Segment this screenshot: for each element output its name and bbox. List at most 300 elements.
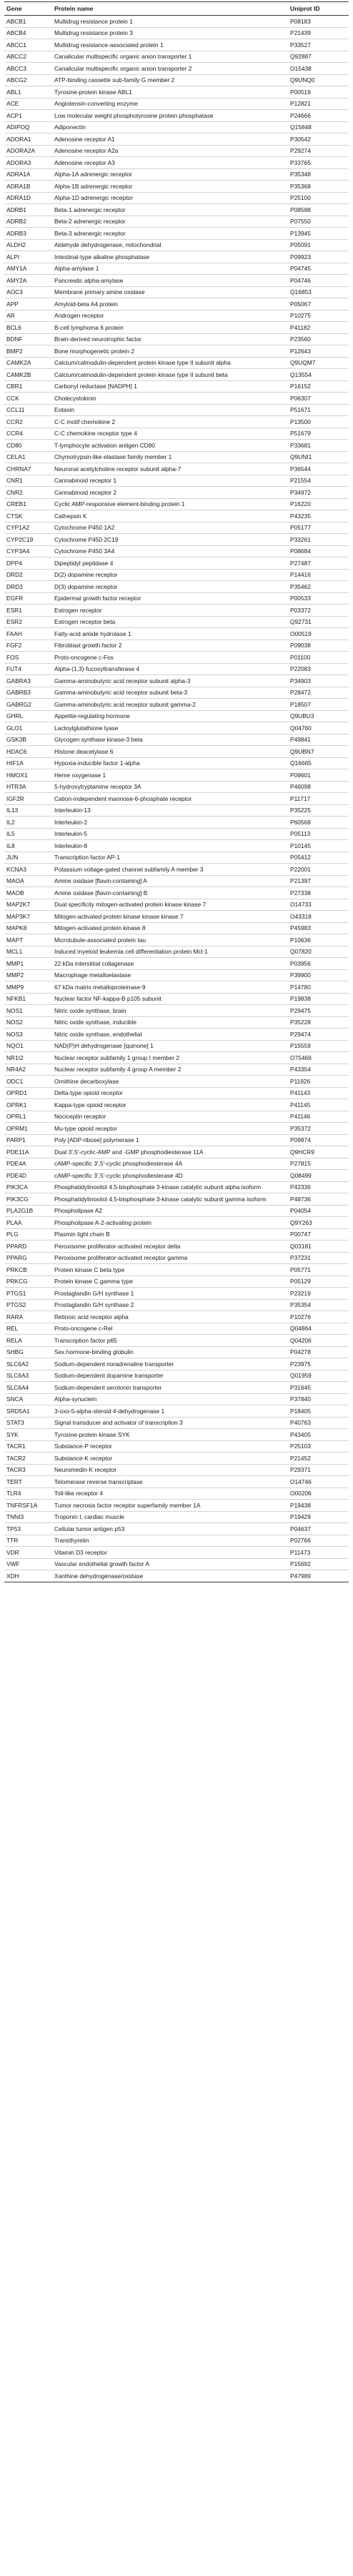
table-row (4, 475, 349, 487)
table-row (4, 1087, 349, 1099)
gene-cell: EGFR (4, 592, 52, 605)
uniprot-id-cell: Q16665 (288, 757, 349, 769)
table-row (4, 16, 349, 28)
protein-name-cell: Tumor necrosis factor receptor superfamily member 1A (52, 1500, 288, 1512)
table-row (4, 1487, 349, 1500)
uniprot-id-cell: P28472 (288, 687, 349, 699)
protein-name-cell: Bone morphogenetic protein 2 (52, 345, 288, 358)
gene-cell: ADIPOQ (4, 121, 52, 133)
gene-cell: SLC6A3 (4, 1370, 52, 1382)
protein-name-cell: Intestinal-type alkaline phosphatase (52, 251, 288, 263)
protein-name-cell: Cation-independent mannose-6-phosphate receptor (52, 793, 288, 805)
protein-name-cell: Cellular tumor antigen p53 (52, 1523, 288, 1535)
protein-name-cell: Proto-oncogene c-Rel (52, 1323, 288, 1335)
protein-name-cell: Toll-like receptor 4 (52, 1487, 288, 1500)
uniprot-id-cell: Q04864 (288, 1323, 349, 1335)
uniprot-id-cell: P16152 (288, 380, 349, 393)
protein-name-cell: Sodium-dependent serotonin transporter (52, 1382, 288, 1394)
protein-name-cell: Transcription factor AP-1 (52, 852, 288, 864)
uniprot-id-cell: Q01959 (288, 1370, 349, 1382)
table-row (4, 1040, 349, 1052)
protein-name-cell: Peroxisome proliferator-activated receptor delta (52, 1241, 288, 1253)
uniprot-id-cell: O00206 (288, 1487, 349, 1500)
table-row (4, 1440, 349, 1453)
uniprot-id-cell: P04278 (288, 1346, 349, 1358)
table-row (4, 663, 349, 675)
uniprot-id-cell: Q04760 (288, 722, 349, 734)
uniprot-id-cell: P23219 (288, 1288, 349, 1300)
uniprot-id-cell: Q08499 (288, 1170, 349, 1182)
gene-cell: DPP4 (4, 557, 52, 570)
table-row (4, 310, 349, 322)
gene-cell: CD80 (4, 440, 52, 452)
gene-cell: REL (4, 1323, 52, 1335)
gene-cell: VWF (4, 1558, 52, 1570)
uniprot-id-cell: P27487 (288, 557, 349, 570)
gene-cell: SNCA (4, 1393, 52, 1405)
uniprot-id-cell: P11926 (288, 1076, 349, 1088)
protein-name-cell: 5-hydroxytryptamine receptor 3A (52, 781, 288, 793)
gene-cell: ADORA1 (4, 133, 52, 146)
protein-name-cell: Adenosine receptor A2a (52, 145, 288, 157)
gene-cell: CHRNA7 (4, 463, 52, 475)
gene-cell: CCK (4, 393, 52, 405)
table-row (4, 958, 349, 970)
protein-name-cell: 22 kDa interstitial collagenase (52, 958, 288, 970)
protein-name-cell: Ornithine decarboxylase (52, 1076, 288, 1088)
table-row (4, 1405, 349, 1418)
protein-name-cell: Membrane primary amine oxidase (52, 286, 288, 298)
protein-name-cell: Appetite-regulating hormone (52, 710, 288, 722)
protein-name-cell: ATP-binding cassette sub-family G member 2 (52, 74, 288, 86)
uniprot-id-cell: P12821 (288, 98, 349, 110)
protein-name-cell: Alpha-1D adrenergic receptor (52, 192, 288, 204)
table-row (4, 1193, 349, 1206)
protein-name-cell: Tyrosine-protein kinase ABL1 (52, 86, 288, 99)
uniprot-id-cell: P40763 (288, 1417, 349, 1429)
protein-name-cell: Nitric oxide synthase, endothelial (52, 1029, 288, 1041)
protein-name-cell: Gamma-aminobutyric acid receptor subunit alpha-3 (52, 675, 288, 687)
gene-cell: SRD5A1 (4, 1405, 52, 1418)
protein-name-cell: Adiponectin (52, 121, 288, 133)
gene-cell: MMP1 (4, 958, 52, 970)
table-row (4, 463, 349, 475)
gene-cell: ADRA1B (4, 181, 52, 193)
gene-cell: ALPI (4, 251, 52, 263)
table-row (4, 121, 349, 133)
table-row (4, 1217, 349, 1229)
protein-name-cell: Glycogen synthase kinase-3 beta (52, 734, 288, 746)
uniprot-id-cell: Q13554 (288, 369, 349, 381)
uniprot-id-cell: P23975 (288, 1358, 349, 1370)
gene-cell: KCNA3 (4, 864, 52, 876)
table-row (4, 404, 349, 416)
protein-name-cell: Phosphatidylinositol 4,5-bisphosphate 3-kinase catalytic subunit alpha isoform (52, 1181, 288, 1193)
uniprot-id-cell: P25103 (288, 1440, 349, 1453)
table-row (4, 204, 349, 216)
uniprot-id-cell: P33681 (288, 440, 349, 452)
table-row (4, 286, 349, 298)
gene-cell: TNFRSF1A (4, 1500, 52, 1512)
table-row (4, 1276, 349, 1288)
uniprot-id-cell: P33261 (288, 534, 349, 546)
gene-cell: OPRL1 (4, 1111, 52, 1123)
table-row (4, 1181, 349, 1193)
gene-cell: TP53 (4, 1523, 52, 1535)
gene-cell: TTR (4, 1535, 52, 1547)
protein-name-cell: Histone deacetylase 6 (52, 746, 288, 758)
table-row (4, 934, 349, 946)
protein-name-cell: Amine oxidase [flavin-containing] B (52, 887, 288, 899)
table-row (4, 522, 349, 534)
protein-name-cell: Alpha-1A adrenergic receptor (52, 168, 288, 181)
uniprot-id-cell: O00519 (288, 628, 349, 640)
protein-name-cell: 3-oxo-5-alpha-steroid 4-dehydrogenase 1 (52, 1405, 288, 1418)
table-row (4, 181, 349, 193)
protein-name-cell: Interleukin-5 (52, 828, 288, 840)
uniprot-id-cell: P11473 (288, 1547, 349, 1559)
table-row (4, 592, 349, 605)
protein-name-cell: Substance-K receptor (52, 1453, 288, 1465)
protein-name-cell: Alpha-1B adrenergic receptor (52, 181, 288, 193)
protein-name-cell: Interleukin-2 (52, 817, 288, 829)
table-row (4, 922, 349, 934)
table-row (4, 369, 349, 381)
table-row (4, 581, 349, 593)
table-row (4, 322, 349, 334)
protein-name-cell: Gamma-aminobutyric acid receptor subunit gamma-2 (52, 699, 288, 711)
gene-cell: ABCG2 (4, 74, 52, 86)
uniprot-id-cell: P23560 (288, 333, 349, 345)
gene-cell: IL5 (4, 828, 52, 840)
uniprot-id-cell: P29475 (288, 1005, 349, 1017)
protein-name-cell: Cannabinoid receptor 1 (52, 475, 288, 487)
gene-cell: ACE (4, 98, 52, 110)
protein-name-cell: Neuromedin-K receptor (52, 1464, 288, 1476)
protein-name-cell: Adenosine receptor A1 (52, 133, 288, 146)
table-row (4, 168, 349, 181)
protein-name-cell: Nuclear receptor subfamily 1 group I member 2 (52, 1052, 288, 1064)
protein-name-cell: Transcription factor p65 (52, 1335, 288, 1347)
table-row (4, 1134, 349, 1146)
protein-name-cell: Poly [ADP-ribose] polymerase 1 (52, 1134, 288, 1146)
protein-name-cell: Kappa-type opioid receptor (52, 1099, 288, 1111)
gene-cell: GSK3B (4, 734, 52, 746)
uniprot-id-cell: P10275 (288, 310, 349, 322)
protein-name-cell: C-C chemokine receptor type 4 (52, 428, 288, 440)
protein-name-cell: cAMP-specific 3',5'-cyclic phosphodiesterase 4A (52, 1158, 288, 1170)
table-row (4, 416, 349, 428)
gene-cell: BDNF (4, 333, 52, 345)
uniprot-id-cell: P11717 (288, 793, 349, 805)
protein-name-cell: Cytochrome P450 1A2 (52, 522, 288, 534)
table-header (4, 2, 349, 16)
gene-cell: CCR2 (4, 416, 52, 428)
table-row (4, 946, 349, 958)
protein-name-cell: Lactoylglutathione lyase (52, 722, 288, 734)
uniprot-id-cell: P21554 (288, 475, 349, 487)
uniprot-id-cell: P18507 (288, 699, 349, 711)
uniprot-id-cell: P05412 (288, 852, 349, 864)
table-row (4, 1417, 349, 1429)
gene-cell: FAAH (4, 628, 52, 640)
table-row (4, 687, 349, 699)
gene-cell: AR (4, 310, 52, 322)
table-row (4, 440, 349, 452)
protein-name-cell: Carbonyl reductase [NADPH] 1 (52, 380, 288, 393)
table-row (4, 1288, 349, 1300)
uniprot-id-cell: P42336 (288, 1181, 349, 1193)
protein-name-cell: Cytochrome P450 3A4 (52, 545, 288, 557)
protein-name-cell: Androgen receptor (52, 310, 288, 322)
gene-cell: NOS3 (4, 1029, 52, 1041)
gene-cell: ALDH2 (4, 239, 52, 251)
uniprot-id-cell: Q92731 (288, 616, 349, 628)
table-row (4, 357, 349, 369)
table-row (4, 192, 349, 204)
table-row (4, 145, 349, 157)
uniprot-id-cell: P08684 (288, 545, 349, 557)
gene-cell: OPRM1 (4, 1123, 52, 1135)
gene-cell: STAT3 (4, 1417, 52, 1429)
uniprot-id-cell: P51679 (288, 428, 349, 440)
gene-cell: NR4A2 (4, 1064, 52, 1076)
table-row (4, 27, 349, 39)
uniprot-id-cell: Q92887 (288, 51, 349, 63)
uniprot-id-cell: P13945 (288, 228, 349, 240)
uniprot-id-cell: O15438 (288, 63, 349, 75)
uniprot-id-cell: P43235 (288, 510, 349, 522)
uniprot-id-cell: P35372 (288, 1123, 349, 1135)
table-row (4, 1099, 349, 1111)
uniprot-id-cell: P51671 (288, 404, 349, 416)
protein-name-cell: Xanthine dehydrogenase/oxidase (52, 1570, 288, 1582)
protein-name-cell: Pancreatic alpha-amylase (52, 275, 288, 287)
uniprot-id-cell: P29371 (288, 1464, 349, 1476)
table-row (4, 498, 349, 510)
uniprot-id-cell: P13500 (288, 416, 349, 428)
table-row (4, 1170, 349, 1182)
uniprot-id-cell: P27815 (288, 1158, 349, 1170)
uniprot-id-cell: P03372 (288, 605, 349, 617)
uniprot-id-cell: P05129 (288, 1276, 349, 1288)
table-row (4, 228, 349, 240)
protein-name-cell: D(3) dopamine receptor (52, 581, 288, 593)
gene-cell: ABCC1 (4, 39, 52, 51)
uniprot-id-cell: P45983 (288, 922, 349, 934)
protein-name-cell: 67 kDa matrix metalloproteinase-9 (52, 981, 288, 994)
table-row (4, 1228, 349, 1241)
gene-cell: PDE4A (4, 1158, 52, 1170)
gene-cell: PLAA (4, 1217, 52, 1229)
protein-name-cell: Plasmin light chain B (52, 1228, 288, 1241)
uniprot-id-cell: P43354 (288, 1064, 349, 1076)
table-row (4, 1323, 349, 1335)
gene-cell: PIK3CA (4, 1181, 52, 1193)
uniprot-id-cell: Q9HCR9 (288, 1146, 349, 1158)
uniprot-id-cell: P09874 (288, 1134, 349, 1146)
uniprot-id-cell: P35228 (288, 1016, 349, 1029)
protein-name-cell: Transthyretin (52, 1535, 288, 1547)
gene-cell: TLR4 (4, 1487, 52, 1500)
protein-name-cell: Calcium/calmodulin-dependent protein kinase type II subunit beta (52, 369, 288, 381)
table-row (4, 1464, 349, 1476)
gene-cell: TACR3 (4, 1464, 52, 1476)
table-row (4, 298, 349, 310)
protein-name-cell: C-C motif chemokine 2 (52, 416, 288, 428)
protein-name-cell: Phosphatidylinositol 4,5-bisphosphate 3-kinase catalytic subunit gamma isoform (52, 1193, 288, 1206)
protein-name-cell: Calcium/calmodulin-dependent protein kinase type II subunit alpha (52, 357, 288, 369)
gene-cell: NFKB1 (4, 993, 52, 1005)
table-row (4, 1076, 349, 1088)
protein-name-cell: NAD(P)H dehydrogenase [quinone] 1 (52, 1040, 288, 1052)
uniprot-id-cell: P39900 (288, 969, 349, 981)
protein-name-cell: Interleukin-8 (52, 840, 288, 852)
protein-name-cell: Amyloid-beta A4 protein (52, 298, 288, 310)
protein-name-cell: D(2) dopamine receptor (52, 569, 288, 581)
table-row (4, 793, 349, 805)
protein-name-cell: Substance-P receptor (52, 1440, 288, 1453)
table-row (4, 993, 349, 1005)
uniprot-id-cell: P14416 (288, 569, 349, 581)
table-row (4, 510, 349, 522)
gene-cell: ESR2 (4, 616, 52, 628)
table-row (4, 852, 349, 864)
table-row (4, 616, 349, 628)
gene-cell: FOS (4, 652, 52, 664)
uniprot-id-cell: P25100 (288, 192, 349, 204)
table-row (4, 1241, 349, 1253)
gene-cell: IL8 (4, 840, 52, 852)
uniprot-id-cell: P22083 (288, 663, 349, 675)
table-row (4, 1311, 349, 1323)
gene-cell: ADRB1 (4, 204, 52, 216)
gene-cell: CNR1 (4, 475, 52, 487)
uniprot-id-cell: P00747 (288, 1228, 349, 1241)
gene-cell: MAOA (4, 875, 52, 887)
protein-name-cell: Vitamin D3 receptor (52, 1547, 288, 1559)
gene-cell: HTR3A (4, 781, 52, 793)
gene-cell: MMP9 (4, 981, 52, 994)
gene-cell: GABRB3 (4, 687, 52, 699)
protein-name-cell: Nitric oxide synthase, inducible (52, 1016, 288, 1029)
gene-cell: CNR2 (4, 487, 52, 499)
table-row (4, 817, 349, 829)
protein-name-cell: Fatty-acid amide hydrolase 1 (52, 628, 288, 640)
table-row (4, 1346, 349, 1358)
gene-cell: ABCB4 (4, 27, 52, 39)
table-row (4, 911, 349, 923)
uniprot-id-cell: Q07820 (288, 946, 349, 958)
gene-cell: PDE4D (4, 1170, 52, 1182)
uniprot-id-cell: P33527 (288, 39, 349, 51)
table-row (4, 1500, 349, 1512)
protein-name-cell: B-cell lymphoma 6 protein (52, 322, 288, 334)
table-row (4, 699, 349, 711)
uniprot-id-cell: P48736 (288, 1193, 349, 1206)
protein-name-cell: Sodium-dependent noradrenaline transporter (52, 1358, 288, 1370)
gene-cell: IL13 (4, 804, 52, 817)
table-row (4, 722, 349, 734)
gene-cell: DRD3 (4, 581, 52, 593)
protein-name-cell: Nuclear factor NF-kappa-B p105 subunit (52, 993, 288, 1005)
uniprot-id-cell: Q9UNQ0 (288, 74, 349, 86)
gene-cell: CREB1 (4, 498, 52, 510)
protein-name-cell: Alpha-synuclein (52, 1393, 288, 1405)
protein-name-cell: Multidrug resistance-associated protein 1 (52, 39, 288, 51)
uniprot-id-cell: P05067 (288, 298, 349, 310)
gene-cell: CCR4 (4, 428, 52, 440)
uniprot-id-cell: O43318 (288, 911, 349, 923)
table-row (4, 1335, 349, 1347)
table-row (4, 1511, 349, 1523)
gene-cell: GHRL (4, 710, 52, 722)
uniprot-id-cell: P08183 (288, 16, 349, 28)
protein-name-cell: Microtubule-associated protein tau (52, 934, 288, 946)
gene-cell: DRD2 (4, 569, 52, 581)
gene-cell: ABCC3 (4, 63, 52, 75)
table-row (4, 1429, 349, 1441)
gene-cell: ADORA2A (4, 145, 52, 157)
table-row (4, 1382, 349, 1394)
uniprot-id-cell: P05771 (288, 1264, 349, 1276)
gene-cell: CYP3A4 (4, 545, 52, 557)
header-uniprot-id: Uniprot ID (288, 2, 349, 16)
protein-name-cell: Cyclic AMP-responsive element-binding protein 1 (52, 498, 288, 510)
table-row (4, 133, 349, 146)
gene-cell: PRKCG (4, 1276, 52, 1288)
table-row (4, 710, 349, 722)
protein-name-cell: Potassium voltage-gated channel subfamily A member 3 (52, 864, 288, 876)
gene-cell: ADRB3 (4, 228, 52, 240)
gene-cell: GLO1 (4, 722, 52, 734)
table-row (4, 781, 349, 793)
table-row (4, 157, 349, 169)
gene-cell: RELA (4, 1335, 52, 1347)
protein-name-cell: Mitogen-activated protein kinase kinase kinase 7 (52, 911, 288, 923)
uniprot-id-cell: P04745 (288, 263, 349, 275)
table-row (4, 1299, 349, 1311)
protein-name-cell: Troponin I, cardiac muscle (52, 1511, 288, 1523)
table-body (4, 16, 349, 1582)
protein-name-cell: T-lymphocyte activation antigen CD80 (52, 440, 288, 452)
uniprot-id-cell: P35225 (288, 804, 349, 817)
gene-cell: ESR1 (4, 605, 52, 617)
table-row (4, 887, 349, 899)
uniprot-id-cell: P10636 (288, 934, 349, 946)
protein-name-cell: Protein kinase C beta type (52, 1264, 288, 1276)
protein-name-cell: Phospholipase A2 (52, 1205, 288, 1217)
gene-cell: ACP1 (4, 110, 52, 122)
uniprot-id-cell: O14733 (288, 899, 349, 911)
uniprot-id-cell: P19438 (288, 1500, 349, 1512)
gene-cell: NOS1 (4, 1005, 52, 1017)
uniprot-id-cell: P24666 (288, 110, 349, 122)
protein-name-cell: Cathepsin K (52, 510, 288, 522)
table-row (4, 98, 349, 110)
gene-cell: PIK3CG (4, 1193, 52, 1206)
gene-cell: SLC6A2 (4, 1358, 52, 1370)
table-row (4, 652, 349, 664)
gene-cell: OPRK1 (4, 1099, 52, 1111)
gene-cell: PPARD (4, 1241, 52, 1253)
gene-cell: ADORA3 (4, 157, 52, 169)
table-row (4, 864, 349, 876)
gene-cell: PRKCB (4, 1264, 52, 1276)
gene-cell: MCL1 (4, 946, 52, 958)
protein-name-cell: Aldehyde dehydrogenase, mitochondrial (52, 239, 288, 251)
uniprot-id-cell: Q9UBN7 (288, 746, 349, 758)
